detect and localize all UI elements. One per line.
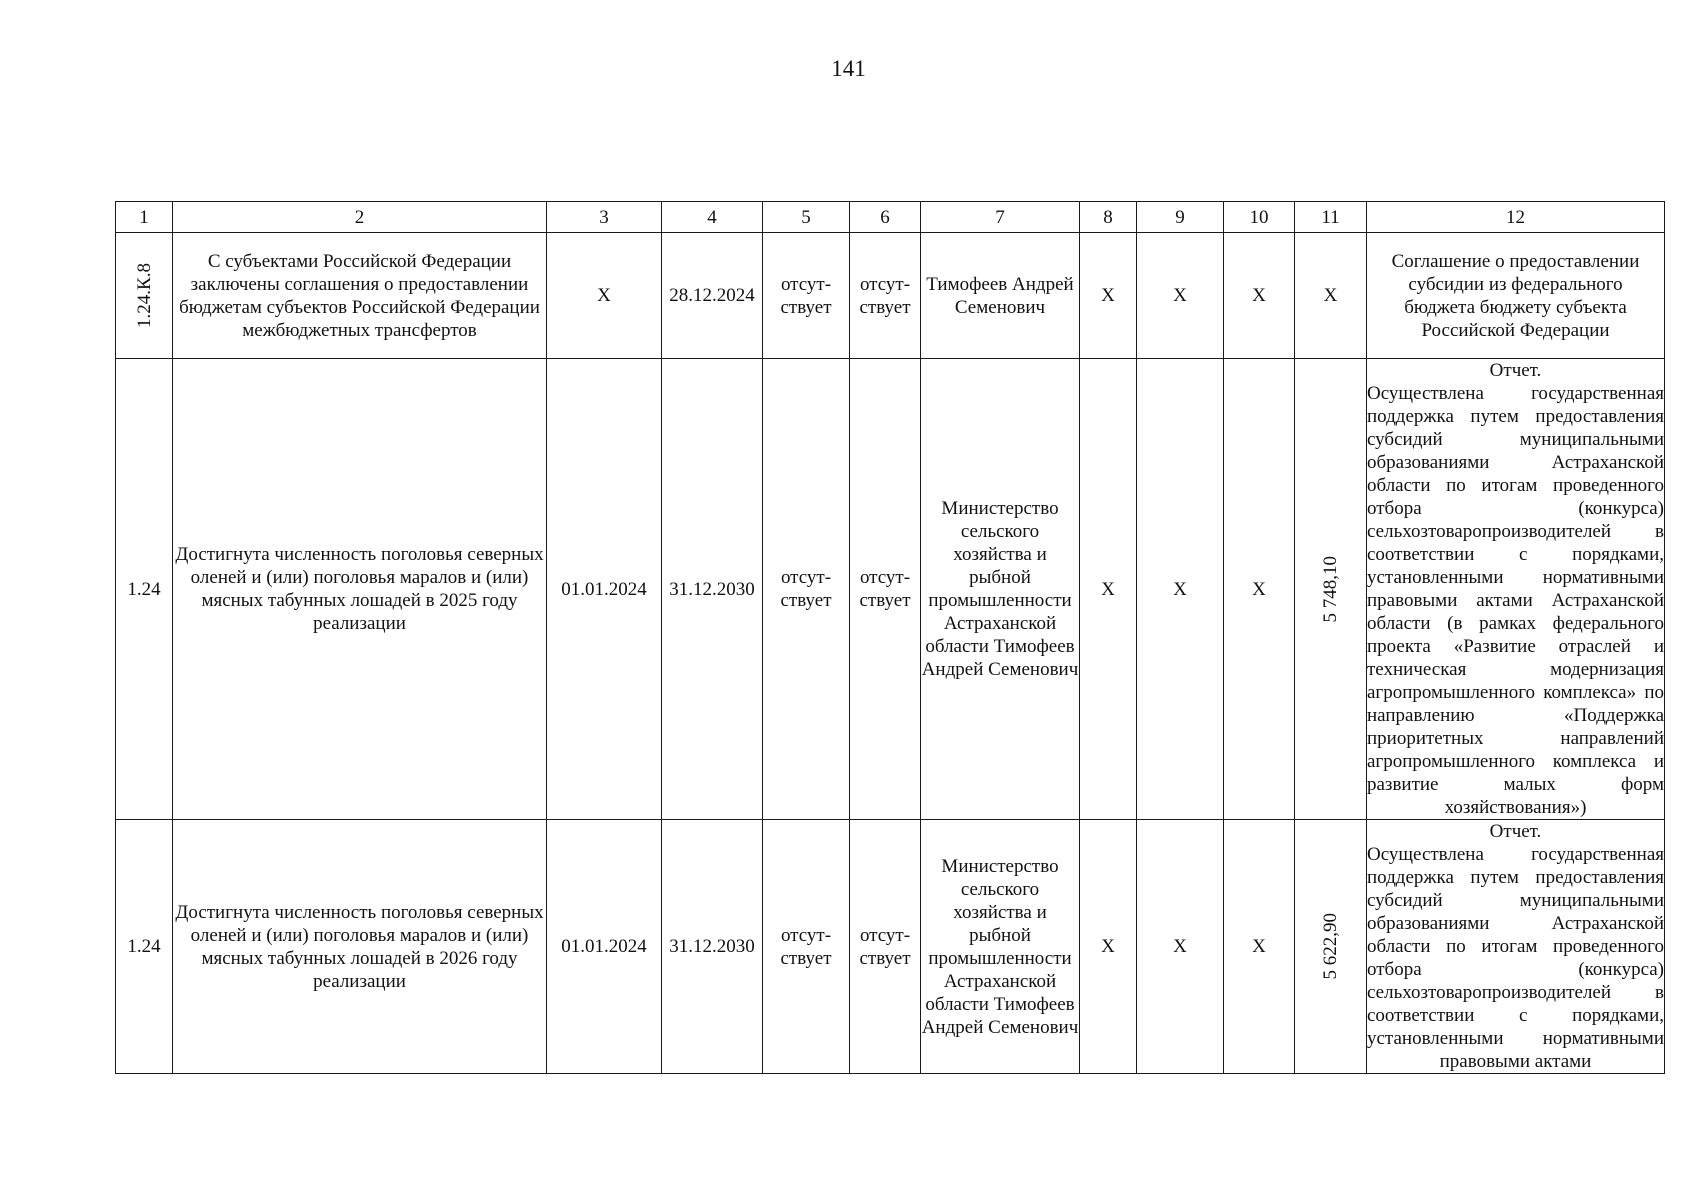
amount-cell bbox=[1295, 820, 1367, 1074]
col6-cell bbox=[850, 820, 921, 1074]
col10-value: X bbox=[1224, 359, 1295, 820]
amount-value: 5 748,10 bbox=[1320, 555, 1341, 623]
col10-value: X bbox=[1224, 820, 1295, 1074]
result-document bbox=[1367, 820, 1665, 1074]
result-text: Осуществлена государственная поддержка путем предоставления субсидий муниципальными образованиями Астраханской области по итогам проведенного отбора (конкурса) сельхозтоваропроизводителей в соответствии с порядками, установленными нормативными правовыми актами Астраханской области (в рамках федерального проекта «Развитие отраслей и техническая модернизация агропромышленного комплекса» по направлению «Поддержка приоритетных направлений агропромышленного комплекса и развитие малых форм хозяйствования») bbox=[1367, 383, 1664, 818]
header-cell: 3 bbox=[547, 202, 662, 233]
page-number: 141 bbox=[831, 56, 866, 81]
start-date: X bbox=[547, 233, 662, 359]
col5-cell bbox=[763, 359, 850, 820]
start-date: 01.01.2024 bbox=[547, 359, 662, 820]
row-number: 1.24.К.8 bbox=[133, 263, 155, 328]
row-number: 1.24 bbox=[116, 359, 173, 820]
control-points-table bbox=[115, 201, 1665, 1074]
table-row bbox=[116, 233, 1665, 359]
responsible-person: Министерство сельского хозяйства и рыбной промышленности Астраханской области Тимофеев Андрей Семенович bbox=[921, 820, 1080, 1074]
result-text: Осуществлена государственная поддержка путем предоставления субсидий муниципальными образованиями Астраханской области по итогам проведенного отбора (конкурса) сельхозтоваропроизводителей в соответствии с порядками, установленными нормативными правовыми актами bbox=[1367, 844, 1664, 1072]
col9-value: X bbox=[1137, 820, 1224, 1074]
col6-cell bbox=[850, 233, 921, 359]
col8-value: X bbox=[1080, 820, 1137, 1074]
col9-value: X bbox=[1137, 233, 1224, 359]
col6-value: отсут-ствует bbox=[859, 273, 911, 318]
header-cell: 8 bbox=[1080, 202, 1137, 233]
col6-value: отсут-ствует bbox=[859, 567, 911, 611]
amount-value: 5 622,90 bbox=[1320, 913, 1341, 980]
col8-value: X bbox=[1080, 233, 1137, 359]
responsible-person: Тимофеев Андрей Семенович bbox=[921, 233, 1080, 359]
col5-value: отсут-ствует bbox=[780, 273, 832, 318]
result-heading: Отчет. bbox=[1489, 360, 1542, 381]
header-cell: 2 bbox=[173, 202, 547, 233]
col5-cell bbox=[763, 820, 850, 1074]
start-date: 01.01.2024 bbox=[547, 820, 662, 1074]
header-cell: 7 bbox=[921, 202, 1080, 233]
header-cell: 5 bbox=[763, 202, 850, 233]
col6-cell bbox=[850, 359, 921, 820]
header-cell: 1 bbox=[116, 202, 173, 233]
header-cell: 12 bbox=[1367, 202, 1665, 233]
header-cell: 6 bbox=[850, 202, 921, 233]
table-row bbox=[116, 820, 1665, 1074]
col6-value: отсут-ствует bbox=[859, 924, 911, 969]
control-point-name: Достигнута численность поголовья северных оленей и (или) поголовья маралов и (или) мясных табунных лошадей в 2026 году реализации bbox=[173, 820, 547, 1074]
header-cell: 9 bbox=[1137, 202, 1224, 233]
table-row bbox=[116, 359, 1665, 820]
control-point-name: С субъектами Российской Федерации заключены соглашения о предоставлении бюджетам субъектов Российской Федерации межбюджетных трансфертов bbox=[173, 233, 547, 359]
col8-value: X bbox=[1080, 359, 1137, 820]
result-document: Соглашение о предоставлении субсидии из федерального бюджета бюджету субъекта Российской Федерации bbox=[1367, 233, 1665, 359]
row-number-cell bbox=[116, 233, 173, 359]
col5-cell bbox=[763, 233, 850, 359]
end-date: 28.12.2024 bbox=[662, 233, 763, 359]
responsible-person: Министерство сельского хозяйства и рыбной промышленности Астраханской области Тимофеев Андрей Семенович bbox=[921, 359, 1080, 820]
col10-value: X bbox=[1224, 233, 1295, 359]
result-document bbox=[1367, 359, 1665, 820]
row-number: 1.24 bbox=[116, 820, 173, 1074]
end-date: 31.12.2030 bbox=[662, 820, 763, 1074]
amount-cell bbox=[1295, 359, 1367, 820]
header-cell: 11 bbox=[1295, 202, 1367, 233]
header-cell: 4 bbox=[662, 202, 763, 233]
header-cell: 10 bbox=[1224, 202, 1295, 233]
col5-value: отсут-ствует bbox=[780, 567, 832, 611]
col11-value: X bbox=[1295, 233, 1367, 359]
table-header-row bbox=[116, 202, 1665, 233]
end-date: 31.12.2030 bbox=[662, 359, 763, 820]
col9-value: X bbox=[1137, 359, 1224, 820]
result-heading: Отчет. bbox=[1489, 821, 1542, 842]
col5-value: отсут-ствует bbox=[780, 924, 832, 969]
control-point-name: Достигнута численность поголовья северных оленей и (или) поголовья маралов и (или) мясных табунных лошадей в 2025 году реализации bbox=[173, 359, 547, 820]
